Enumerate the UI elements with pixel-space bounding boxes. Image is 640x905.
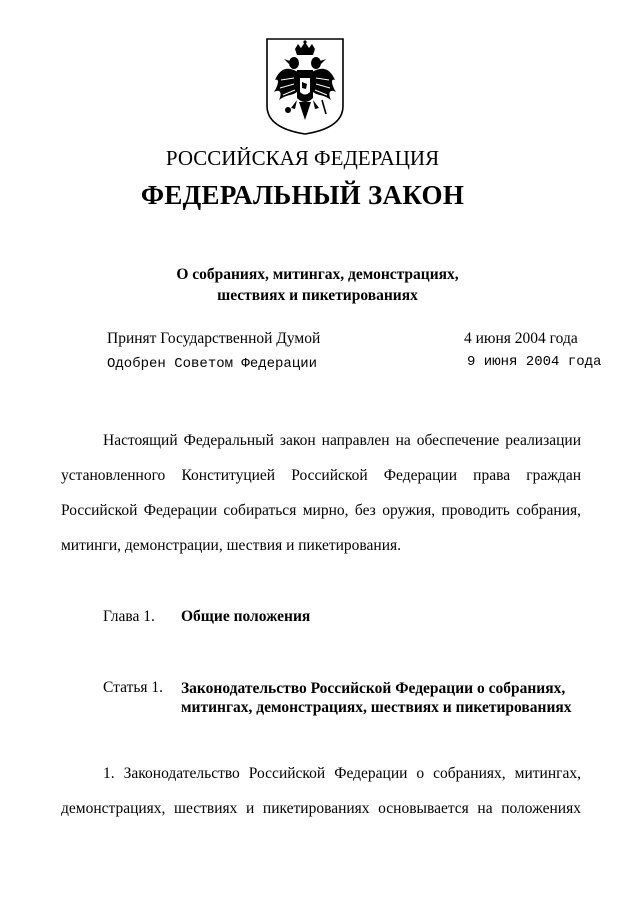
- chapter-number: Глава 1.: [103, 608, 155, 625]
- council-approval-date: 9 июня 2004 года: [467, 354, 602, 370]
- law-subject-line: О собраниях, митингах, демонстрациях,: [176, 266, 459, 283]
- law-subject: [0, 264, 635, 306]
- law-type-title: ФЕДЕРАЛЬНЫЙ ЗАКОН: [140, 180, 465, 210]
- article-title: [181, 679, 591, 717]
- duma-adoption-date: 4 июня 2004 года: [464, 330, 578, 347]
- preamble-line: митинги, демонстрации, шествия и пикетирования.: [61, 537, 402, 554]
- duma-adoption-label: Принят Государственной Думой: [107, 330, 321, 347]
- clause-line: демонстрациях, шествиях и пикетированиях основывается на положениях: [61, 800, 581, 817]
- chapter-title: Общие положения: [181, 608, 311, 625]
- preamble-line: Российской Федерации собираться мирно, без оружия, проводить собрания,: [61, 502, 581, 519]
- article-title-line: митингах, демонстрациях, шествиях и пикетированиях: [181, 699, 572, 716]
- preamble-line: установленного Конституцией Российской Федерации права граждан: [61, 467, 581, 484]
- article-number: Статья 1.: [103, 679, 164, 696]
- council-approval-label: Одобрен Советом Федерации: [107, 356, 318, 372]
- clause-1-paragraph: [61, 756, 581, 826]
- article-title-line: Законодательство Российской Федерации о собраниях,: [181, 680, 566, 697]
- clause-line: 1. Законодательство Российской Федерации о собраниях, митингах,: [103, 765, 581, 782]
- coat-of-arms-emblem: [264, 36, 346, 136]
- country-title: РОССИЙСКАЯ ФЕДЕРАЦИЯ: [165, 146, 440, 170]
- preamble-paragraph: [61, 423, 581, 563]
- preamble-line: Настоящий Федеральный закон направлен на обеспечение реализации: [103, 432, 581, 449]
- law-subject-line: шествиях и пикетированиях: [217, 287, 418, 304]
